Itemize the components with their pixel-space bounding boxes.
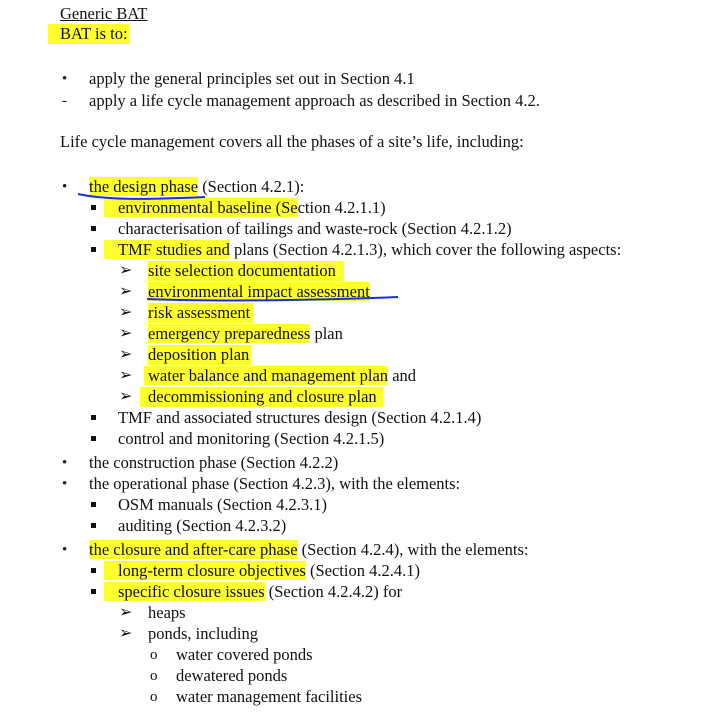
principle-1: apply the general principles set out in Section 4.1 [89, 69, 415, 88]
baseline-line [104, 198, 386, 218]
arrow-bullet: ➢ [119, 388, 133, 405]
principle-2: apply a life cycle management approach as described in Section 4.2. [89, 91, 540, 110]
heaps-item: heaps [148, 603, 186, 622]
closure-issues-highlight: specific closure issues [104, 582, 265, 601]
closure-issues-rest: (Section 4.2.4.2) for [264, 582, 403, 601]
aspect-water-highlight: water balance and management plan [144, 366, 388, 385]
control-item: control and monitoring (Section 4.2.1.5) [118, 429, 385, 448]
closure-phase-highlight: the closure and after-care phase [89, 540, 298, 559]
arrow-bullet: ➢ [119, 304, 133, 321]
design-phase-line [89, 177, 304, 197]
bullet-dash: - [62, 93, 67, 109]
square-bullet [91, 589, 96, 594]
aspect-site-selection: site selection documentation [148, 261, 344, 281]
design-phase-highlight: the design phase [89, 177, 199, 196]
arrow-bullet: ➢ [119, 346, 133, 363]
square-bullet [91, 502, 96, 507]
closure-issues-line [104, 582, 402, 602]
baseline-section: ction 4.2.1.1) [297, 198, 386, 217]
square-bullet [91, 205, 96, 210]
osm-item: OSM manuals (Section 4.2.3.1) [118, 495, 327, 514]
arrow-bullet: ➢ [119, 283, 133, 300]
square-bullet [91, 436, 96, 441]
closure-objectives-highlight: long-term closure objectives [104, 561, 306, 580]
closure-phase-line [89, 540, 529, 560]
baseline-highlight: environmental baseline (Se [104, 198, 298, 217]
bullet-dot: • [62, 542, 68, 558]
lifecycle-intro: Life cycle management covers all the phases of a site’s life, including: [60, 132, 524, 151]
auditing-item: auditing (Section 4.2.3.2) [118, 516, 287, 535]
circle-bullet: o [150, 647, 158, 663]
aspect-emergency-rest: plan [310, 324, 343, 343]
bullet-dot: • [62, 455, 68, 471]
pond-sub-item: dewatered ponds [176, 666, 288, 685]
aspect-risk: risk assessment [148, 303, 254, 323]
aspect-eia: environmental impact assessment [148, 282, 370, 301]
bullet-dot: • [62, 476, 68, 492]
doc-heading: Generic BAT [60, 4, 148, 23]
bullet-dot: • [62, 71, 68, 87]
square-bullet [91, 415, 96, 420]
tailings-item: characterisation of tailings and waste-rock (Section 4.2.1.2) [118, 219, 512, 238]
tmf-studies-rest: plans (Section 4.2.1.3), which cover the following aspects: [229, 240, 622, 259]
aspect-deposition: deposition plan [148, 345, 250, 364]
operational-phase: the operational phase (Section 4.2.3), with the elements: [89, 474, 461, 493]
arrow-bullet: ➢ [119, 625, 133, 642]
bat-intro: BAT is to: [48, 24, 130, 44]
closure-objectives-rest: (Section 4.2.4.1) [305, 561, 420, 580]
ponds-item: ponds, including [148, 624, 258, 643]
aspect-decommissioning: decommissioning and closure plan [140, 387, 383, 407]
closure-objectives-line [104, 561, 420, 581]
tmf-studies-highlight: TMF studies and [104, 240, 230, 259]
square-bullet [91, 226, 96, 231]
aspect-water-rest: and [388, 366, 417, 385]
tmf-studies-line [104, 240, 621, 260]
square-bullet [91, 523, 96, 528]
aspect-emergency-highlight: emergency preparedness [148, 324, 311, 343]
square-bullet [91, 247, 96, 252]
design-phase-section: (Section 4.2.1): [198, 177, 305, 196]
circle-bullet: o [150, 689, 158, 705]
pond-sub-item: water covered ponds [176, 645, 313, 664]
closure-phase-rest: (Section 4.2.4), with the elements: [297, 540, 529, 559]
aspect-eia-line [148, 282, 370, 302]
arrow-bullet: ➢ [119, 262, 133, 279]
bullet-dot: • [62, 179, 68, 195]
circle-bullet: o [150, 668, 158, 684]
arrow-bullet: ➢ [119, 367, 133, 384]
arrow-bullet: ➢ [119, 604, 133, 621]
arrow-bullet: ➢ [119, 325, 133, 342]
construction-phase: the construction phase (Section 4.2.2) [89, 453, 339, 472]
square-bullet [91, 568, 96, 573]
tmf-design-item: TMF and associated structures design (Section 4.2.1.4) [118, 408, 482, 427]
aspect-water-line [144, 366, 416, 386]
pond-sub-item: water management facilities [176, 687, 362, 706]
aspect-emergency-line [148, 324, 343, 344]
